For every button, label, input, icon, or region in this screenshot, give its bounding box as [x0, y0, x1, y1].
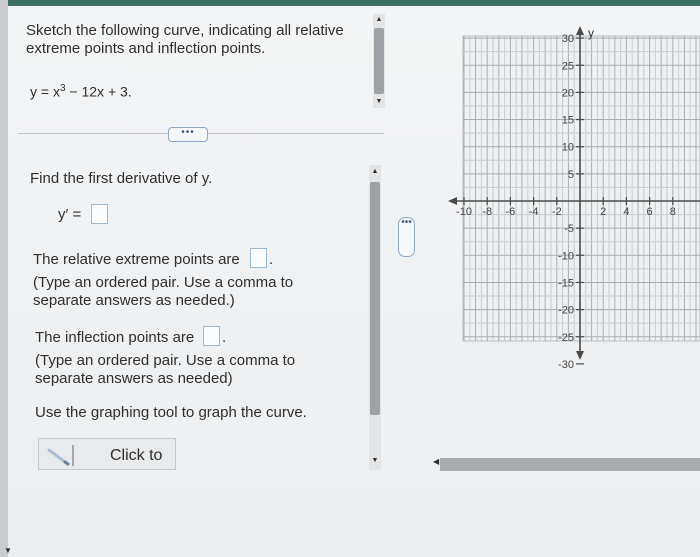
inflection-points-period: . — [222, 329, 227, 346]
x-tick-label: -10 — [456, 206, 472, 218]
x-tick-label: 8 — [669, 206, 676, 218]
y-axis-label: y — [588, 26, 594, 40]
extreme-points-period: . — [269, 251, 274, 268]
scroll-up-arrow-icon[interactable]: ▲ — [375, 16, 383, 23]
inflection-points-text: The inflection points are — [35, 329, 195, 346]
y-tick-label: -15 — [558, 277, 574, 290]
scroll-up-arrow-icon[interactable]: ▲ — [371, 168, 379, 175]
x-tick-label: -4 — [528, 206, 539, 218]
equation-lhs: y = x — [30, 83, 60, 100]
y-axis-arrow-top-icon — [576, 26, 584, 35]
y-tick-label: -20 — [558, 304, 574, 317]
inflection-points-hint-line1: (Type an ordered pair. Use a comma to — [35, 352, 296, 369]
scroll-left-arrow-icon[interactable]: ◀ — [433, 457, 440, 466]
y-tick-label: 15 — [561, 114, 574, 127]
y-tick-label: -30 — [558, 358, 574, 371]
graph-horizontal-scrollbar[interactable] — [440, 458, 700, 471]
part1-text: Find the first derivative of y. — [30, 170, 213, 187]
x-tick-label: 2 — [600, 206, 607, 218]
x-tick-label: -8 — [482, 206, 493, 218]
extreme-points-text: The relative extreme points are — [33, 251, 240, 268]
x-axis-arrow-icon — [448, 197, 457, 205]
y-tick-label: -25 — [558, 331, 574, 344]
y-tick-label: -10 — [558, 250, 574, 263]
scroll-down-arrow-icon[interactable]: ▼ — [375, 98, 383, 105]
y-tick-label: 30 — [561, 33, 574, 46]
graph-instruction: Use the graphing tool to graph the curve. — [35, 404, 307, 421]
y-tick-label: 10 — [561, 141, 574, 154]
question-prompt-line1: Sketch the following curve, indicating all relative — [26, 22, 344, 39]
y-tick-label: 20 — [561, 87, 574, 100]
expand-button[interactable]: ••• — [168, 127, 208, 142]
inflection-points-hint-line2: separate answers as needed) — [35, 370, 233, 387]
x-tick-label: -6 — [505, 206, 516, 218]
scroll-down-arrow-icon[interactable]: ▼ — [371, 457, 379, 464]
question-prompt-line2: extreme points and inflection points. — [26, 40, 266, 57]
y-axis-arrow-bottom-icon — [576, 351, 584, 360]
equation-rhs: − 12x + 3. — [65, 83, 132, 100]
x-tick-label: 4 — [623, 206, 630, 218]
equation-exponent: 3 — [59, 83, 66, 94]
derivative-label: y′ = — [58, 206, 82, 223]
y-tick-label: -5 — [564, 223, 574, 236]
scroll-down-arrow-icon[interactable]: ▼ — [4, 546, 12, 555]
panel-collapse-handle[interactable]: ••• — [398, 217, 415, 257]
extreme-points-hint-line1: (Type an ordered pair. Use a comma to — [33, 274, 294, 291]
x-tick-label: 6 — [646, 206, 653, 218]
x-tick-label: -2 — [551, 206, 562, 218]
extreme-points-hint-line2: separate answers as needed.) — [33, 292, 235, 309]
y-tick-label: 5 — [567, 168, 574, 181]
click-to-label: Click to — [110, 447, 163, 464]
y-tick-label: 25 — [561, 60, 574, 73]
